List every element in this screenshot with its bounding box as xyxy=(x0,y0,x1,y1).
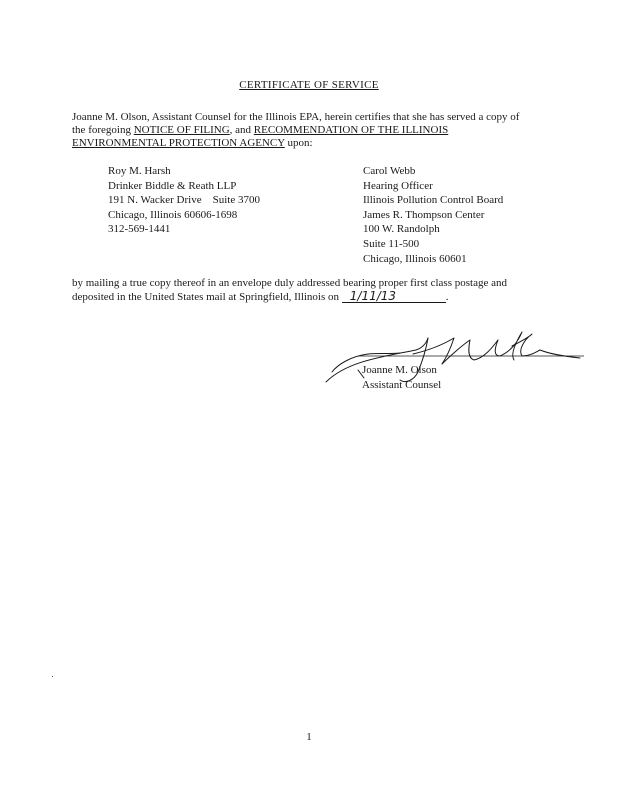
certificate-title: CERTIFICATE OF SERVICE xyxy=(239,79,379,91)
signer-name: Joanne M. Olson xyxy=(362,364,437,376)
address-line: James R. Thompson Center xyxy=(363,208,485,221)
recipient-address-right xyxy=(363,164,503,266)
address-line: 191 N. Wacker Drive Suite 3700 xyxy=(108,194,260,207)
address-line: Chicago, Illinois 60601 xyxy=(363,252,467,265)
handwritten-date: 1/11/13 xyxy=(342,290,446,303)
signature-block xyxy=(362,363,441,392)
notice-of-filing: NOTICE OF FILING xyxy=(133,124,230,136)
recommendation-title: RECOMMENDATION OF THE ILLINOIS ENVIRONMENTAL PROTECTION AGENCY xyxy=(72,124,449,149)
address-line: 312-569-1441 xyxy=(108,223,171,236)
address-line: Carol Webb xyxy=(363,165,416,177)
address-line: Illinois Pollution Control Board xyxy=(363,194,504,207)
page-number: 1 xyxy=(306,731,312,743)
intro-connector: , and xyxy=(229,124,254,136)
handwritten-signature xyxy=(318,320,588,400)
scan-artifact xyxy=(52,676,53,677)
mailing-text: by mailing a true copy thereof in an envelope duly addressed bearing proper first class postage and deposited in the United States mail at Springfield, Illinois on xyxy=(72,277,507,303)
address-line: Suite 11-500 xyxy=(363,237,420,250)
address-line: Roy M. Harsh xyxy=(108,165,171,177)
signer-title: Assistant Counsel xyxy=(362,378,442,391)
address-line: Hearing Officer xyxy=(363,179,433,192)
mailing-paragraph xyxy=(72,276,542,304)
address-line: Drinker Biddle & Reath LLP xyxy=(108,179,237,192)
intro-text: Joanne M. Olson, Assistant Counsel for the Illinois EPA, herein certifies that she has served a copy of the foregoing xyxy=(72,111,520,136)
intro-upon: upon: xyxy=(284,137,313,149)
recipient-address-left xyxy=(108,164,260,237)
mailing-end: . xyxy=(445,291,449,303)
address-line: 100 W. Randolph xyxy=(363,223,440,236)
intro-paragraph xyxy=(72,111,532,150)
address-line: Chicago, Illinois 60606-1698 xyxy=(108,208,238,221)
